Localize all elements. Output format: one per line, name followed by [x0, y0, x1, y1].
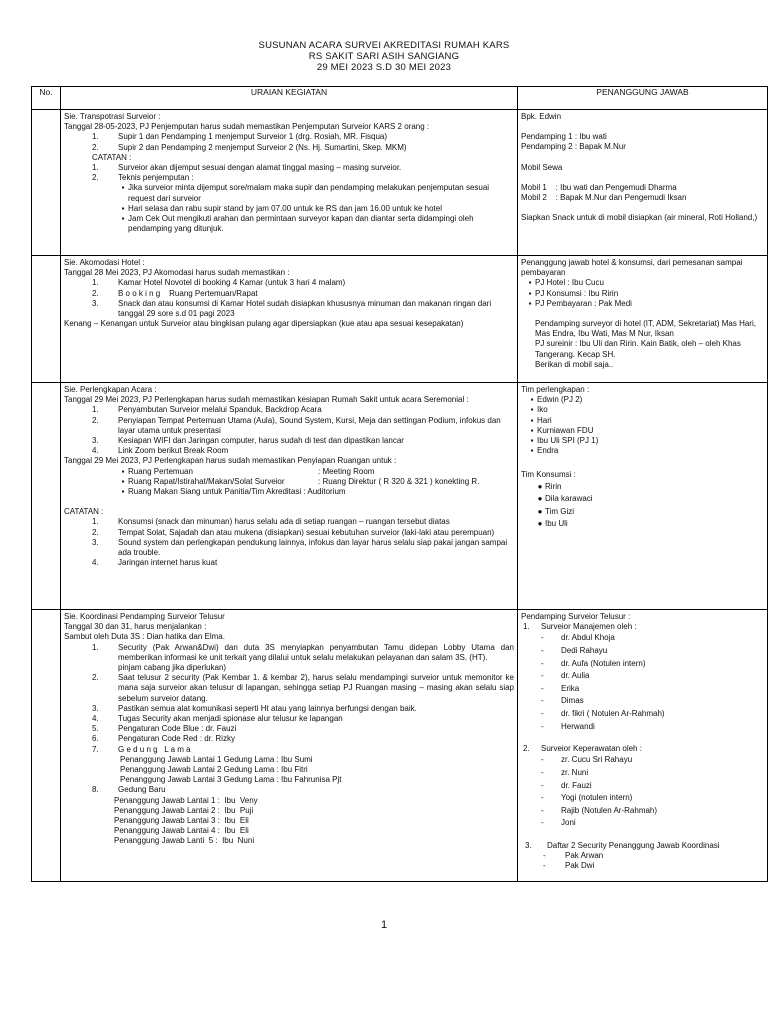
section-title: Sie. Koordinasi Pendamping Surveior Telusur: [64, 612, 225, 621]
bullet-item: ▪ PJ Konsumsi : Ibu Ririn: [528, 288, 619, 298]
list-item: 1. Surveior akan dijemput sesuai dengan alamat tinggal masing – masing surveior.: [92, 163, 402, 173]
pj-cell: [518, 110, 768, 256]
floor-line: Penanggung Jawab Lantai 4 : Ibu Eli: [114, 826, 249, 836]
bullet-item: ▪ Ruang Makan Siang untuk Panitia/Tim Akreditasi : Auditorium: [121, 487, 346, 497]
pj-cell: [518, 256, 768, 383]
list-item: - dr. fikri ( Notulen Ar-Rahmah): [541, 708, 665, 718]
list-item: - dr. Aufa (Notulen intern): [541, 658, 646, 668]
pj-line: Bpk. Edwin: [521, 112, 562, 121]
section-title: Sie. Perlengkapan Acara :: [64, 385, 157, 394]
table-row: [32, 383, 768, 610]
bullet-item: ▪ Ruang Pertemuan : Meeting Room: [121, 466, 375, 476]
bullet-item: ▪ Jika surveior minta dijemput sore/malam maka supir dan pendamping melakukan penjemputan sesuai request dari surveior: [121, 183, 490, 203]
pj-line: Mobil 2 : Bapak M.Nur dan Pengemudi Iksan: [521, 193, 687, 203]
header-pj: PENANGGUNG JAWAB: [518, 87, 768, 110]
list-item: 5. Pengaturan Code Blue : dr. Fauzi: [92, 724, 237, 734]
section-intro: Tanggal 29 Mei 2023, PJ Perlengkapan harus sudah memastikan kesiapan Rumah Sakit untuk acara Seremonial :: [64, 395, 469, 405]
bullet-item: ● Tim Gizi: [537, 506, 575, 516]
uraian-cell: [61, 110, 518, 256]
list-item: - zr. Cucu Sri Rahayu: [541, 755, 633, 765]
list-item: 1. Kamar Hotel Novotel di booking 4 Kamar (untuk 3 hari 4 malam): [92, 278, 346, 288]
page-number: 1: [380, 919, 388, 931]
list-item: 2. B o o k i n g Ruang Pertemuan/Rapat: [92, 288, 258, 298]
list-item: 1. Konsumsi (snack dan minuman) harus selalu ada di setiap ruangan – ruangan tersebut diatas: [92, 517, 450, 527]
pj-line: Mobil 1 : Ibu wati dan Pengemudi Dharma: [521, 182, 677, 192]
bullet-item: ▪ Ibu Uli SPI (PJ 1): [530, 436, 599, 446]
pj-line: Tim perlengkapan :: [521, 385, 590, 394]
list-item: - Erika: [541, 683, 580, 693]
pj-line: Pendamping surveyor di hotel (IT, ADM, Sekretariat) Mas Hari, Mas Endra, Ibu Wati, Mas M Nur, Iksan: [535, 319, 756, 339]
pj-line: Mobil Sewa: [521, 162, 563, 172]
list-item: - Dimas: [541, 696, 584, 706]
bullet-item: ▪ Kurniawan FDU: [530, 425, 594, 435]
floor-line: Penanggung Jawab Lantai 2 : Ibu Puji: [114, 805, 254, 815]
section-title: Sie. Transpotrasi Surveior :: [64, 112, 161, 121]
bullet-item: ▪ PJ Pembayaran : Pak Medi: [528, 298, 632, 308]
list-item: - Yogi (notulen intern): [541, 793, 633, 803]
list-item: 2. Supir 2 dan Pendamping 2 menjemput Surveior 2 (Ns. Hj. Sumartini, Skep. MKM): [92, 142, 407, 152]
catatan-label: CATATAN :: [92, 152, 132, 162]
title-line-2: RS SAKIT SARI ASIH SANGIANG: [308, 51, 460, 62]
pj-line: Penanggung jawab hotel & konsumsi, dari pemesanan sampai pembayaran: [521, 258, 743, 278]
pj-line: Pendamping 1 : Ibu wati: [521, 132, 607, 142]
title-line-1: SUSUNAN ACARA SURVEI AKREDITASI RUMAH KARS: [258, 40, 510, 51]
list-item: 3. Sound system dan perlengkapan pendukung lainnya, infokus dan layar harus selalu siap pakai jangan sampai ada trouble.: [92, 537, 508, 558]
list-item: 3. Pastikan semua alat komunikasi seperti Ht atau yang lainnya berfungsi dengan baik.: [92, 703, 417, 713]
list-item: 7. G e d u n g L a m a: [92, 744, 191, 754]
floor-line: Penanggung Jawab Lanti 5 : Ibu Nuni: [114, 836, 255, 846]
pj-line: Pendamping 2 : Bapak M.Nur: [521, 142, 626, 152]
floor-line: Penanggung Jawab Lantai 2 Gedung Lama : Ibu Fitri: [120, 765, 308, 775]
list-item: 3. Snack dan atau konsumsi di Kamar Hotel sudah disiapkan khususnya minuman dan makanan ringan dari tanggal 29 sore s.d 01 pagi 2023: [92, 298, 492, 319]
section-title: Sie. Akomodasi Hotel :: [64, 258, 145, 267]
bullet-item: ▪ Hari: [530, 415, 552, 425]
list-item: 1. Penyambutan Surveior melalui Spanduk, Backdrop Acara: [92, 405, 322, 415]
bullet-item: ● Ibu Uli: [537, 519, 568, 529]
floor-line: Penanggung Jawab Lantai 3 : Ibu Eli: [114, 816, 249, 826]
list-item: - Joni: [541, 818, 576, 828]
table-row: [32, 610, 768, 882]
list-item: 3. Kesiapan WIFI dan Jaringan computer, harus sudah di test dan dipastikan lancar: [92, 436, 404, 446]
list-item: 3. Daftar 2 Security Penanggung Jawab Koordinasi: [525, 840, 720, 850]
bullet-item: ▪ Jam Cek Out mengikuti arahan dan permintaan surveyor kapan dan diantar serta didampingi oleh pendamping yang ditunjuk.: [121, 214, 474, 234]
bullet-item: ▪ Hari selasa dan rabu supir stand by jam 07.00 untuk ke RS dan jam 16.00 untuk ke hotel: [121, 203, 442, 213]
list-item: - Herwandi: [541, 721, 595, 731]
list-item: 1. Surveior Manajemen oleh :: [523, 622, 637, 632]
list-item: 4. Tugas Security akan menjadi spionase alur telusur ke lapangan: [92, 714, 343, 724]
floor-line: Penanggung Jawab Lantai 3 Gedung Lama : Ibu Fahrunisa Pjt: [120, 775, 342, 785]
section-intro: Tanggal 30 dan 31, harus menjalankan :: [64, 622, 207, 632]
list-item: - dr. Aulia: [541, 671, 590, 681]
list-item: 6. Pengaturan Code Red : dr. Rizky: [92, 734, 235, 744]
table-header-row: [32, 87, 768, 110]
list-item: - dr. Abdul Khoja: [541, 633, 615, 643]
floor-line: Penanggung Jawab Lantai 1 Gedung Lama : Ibu Sumi: [120, 754, 313, 764]
schedule-table: [31, 86, 768, 882]
floor-line: Penanggung Jawab Lantai 1 : Ibu Veny: [114, 795, 258, 805]
list-item: 2. Penyiapan Tempat Pertemuan Utama (Aula), Sound System, Kursi, Meja dan settingan Podium, infokus dan layar utama untuk presentasi: [92, 415, 501, 435]
section-intro: Tanggal 29 Mei 2023, PJ Perlengkapan harus sudah memastikan Penyiapan Ruangan untuk :: [64, 456, 397, 466]
pj-line: Tim Konsumsi :: [521, 470, 576, 480]
section-intro: Sambut oleh Duta 3S : Dian hatika dan Elma.: [64, 632, 225, 642]
bullet-item: ▪ Endra: [530, 446, 559, 456]
list-item: - dr. Fauzi: [541, 780, 592, 790]
list-item: - zr. Nuni: [541, 767, 589, 777]
list-note: pinjam cabang jika diperlukan): [118, 663, 227, 673]
pj-line: Pendamping Surveior Telusur :: [521, 612, 631, 621]
list-item: 8. Gedung Baru: [92, 785, 166, 795]
list-item: 2. Teknis penjemputan :: [92, 173, 194, 183]
uraian-cell: [61, 383, 518, 610]
list-item: 1. Security (Pak Arwan&Dwi) dan duta 3S menyiapkan penyambutan Tamu didepan Lobby Utama dan memberikan informasi ke unit terkait yang dilalui untuk selalu melakukan pelayanan dan salam 3S. (HT).: [92, 642, 514, 662]
bullet-item: ▪ Iko: [530, 405, 548, 415]
list-item: 4. Link Zoom berikut Break Room: [92, 446, 229, 456]
table-row: [32, 110, 768, 256]
document-title: [0, 40, 768, 73]
list-item: - Rajib (Notulen Ar-Rahmah): [541, 805, 658, 815]
bullet-item: ▪ Ruang Rapat/Istirahat/Makan/Solat Surveior : Ruang Direktur ( R 320 & 321 ) konekting R.: [121, 476, 480, 486]
bullet-item: ▪ PJ Hotel : Ibu Cucu: [528, 278, 604, 288]
bullet-item: ▪ Edwin (PJ 2): [530, 395, 583, 405]
list-item: 1. Supir 1 dan Pendamping 1 menjemput Surveior 1 (drg. Rosiah, MR. Fisqua): [92, 132, 388, 142]
table-row: [32, 256, 768, 383]
pj-line: PJ sureinir : Ibu Uli dan Ririn. Kain Batik, oleh – oleh Khas Tangerang. Kecap SH.: [535, 339, 741, 359]
section-intro: Tanggal 28 Mei 2023, PJ Akomodasi harus sudah memastikan :: [64, 268, 290, 278]
catatan-label: CATATAN :: [64, 507, 104, 517]
header-no: No.: [32, 87, 61, 110]
uraian-cell: [61, 610, 518, 882]
list-item: 2. Tempat Solat, Sajadah dan atau mukena (disiapkan) sesuai kebutuhan surveior (laki-laki atau perempuan): [92, 527, 495, 537]
bullet-item: ● Ririn: [537, 481, 562, 491]
list-item: - Dedi Rahayu: [541, 646, 608, 655]
pj-cell: [518, 610, 768, 882]
pj-cell: [518, 383, 768, 610]
section-intro: Tanggal 28-05-2023, PJ Penjemputan harus sudah memastikan Penjemputan Surveior KARS 2 orang :: [64, 122, 430, 132]
uraian-cell: [61, 256, 518, 383]
bullet-item: ● Dila karawaci: [537, 494, 593, 504]
title-line-3: 29 MEI 2023 S.D 30 MEI 2023: [316, 62, 452, 73]
pj-line: Berikan di mobil saja..: [535, 359, 614, 369]
header-uraian: URAIAN KEGIATAN: [61, 87, 518, 110]
list-item: 2. Surveior Keperawatan oleh :: [523, 744, 642, 754]
list-item: 2. Saat telusur 2 security (Pak Kembar 1. & kembar 2), harus selalu mendampingi surveior untuk memonitor ke mana saja surveior akan telusur di lapangan, sehingga setiap PJ Ruangan masing – masing akan selalu siap sebelum surveior datang.: [92, 673, 514, 703]
list-item: 4. Jaringan internet harus kuat: [92, 558, 218, 568]
list-item: - Pak Dwi: [543, 861, 595, 871]
section-note: Kenang – Kenangan untuk Surveior atau bingkisan pulang agar dipersiapkan (kue atau apa sesuai kesepakatan): [64, 319, 464, 329]
pj-line: Siapkan Snack untuk di mobil disiapkan (air mineral, Roti Holland,): [521, 213, 758, 223]
list-item: - Pak Arwan: [543, 851, 604, 861]
